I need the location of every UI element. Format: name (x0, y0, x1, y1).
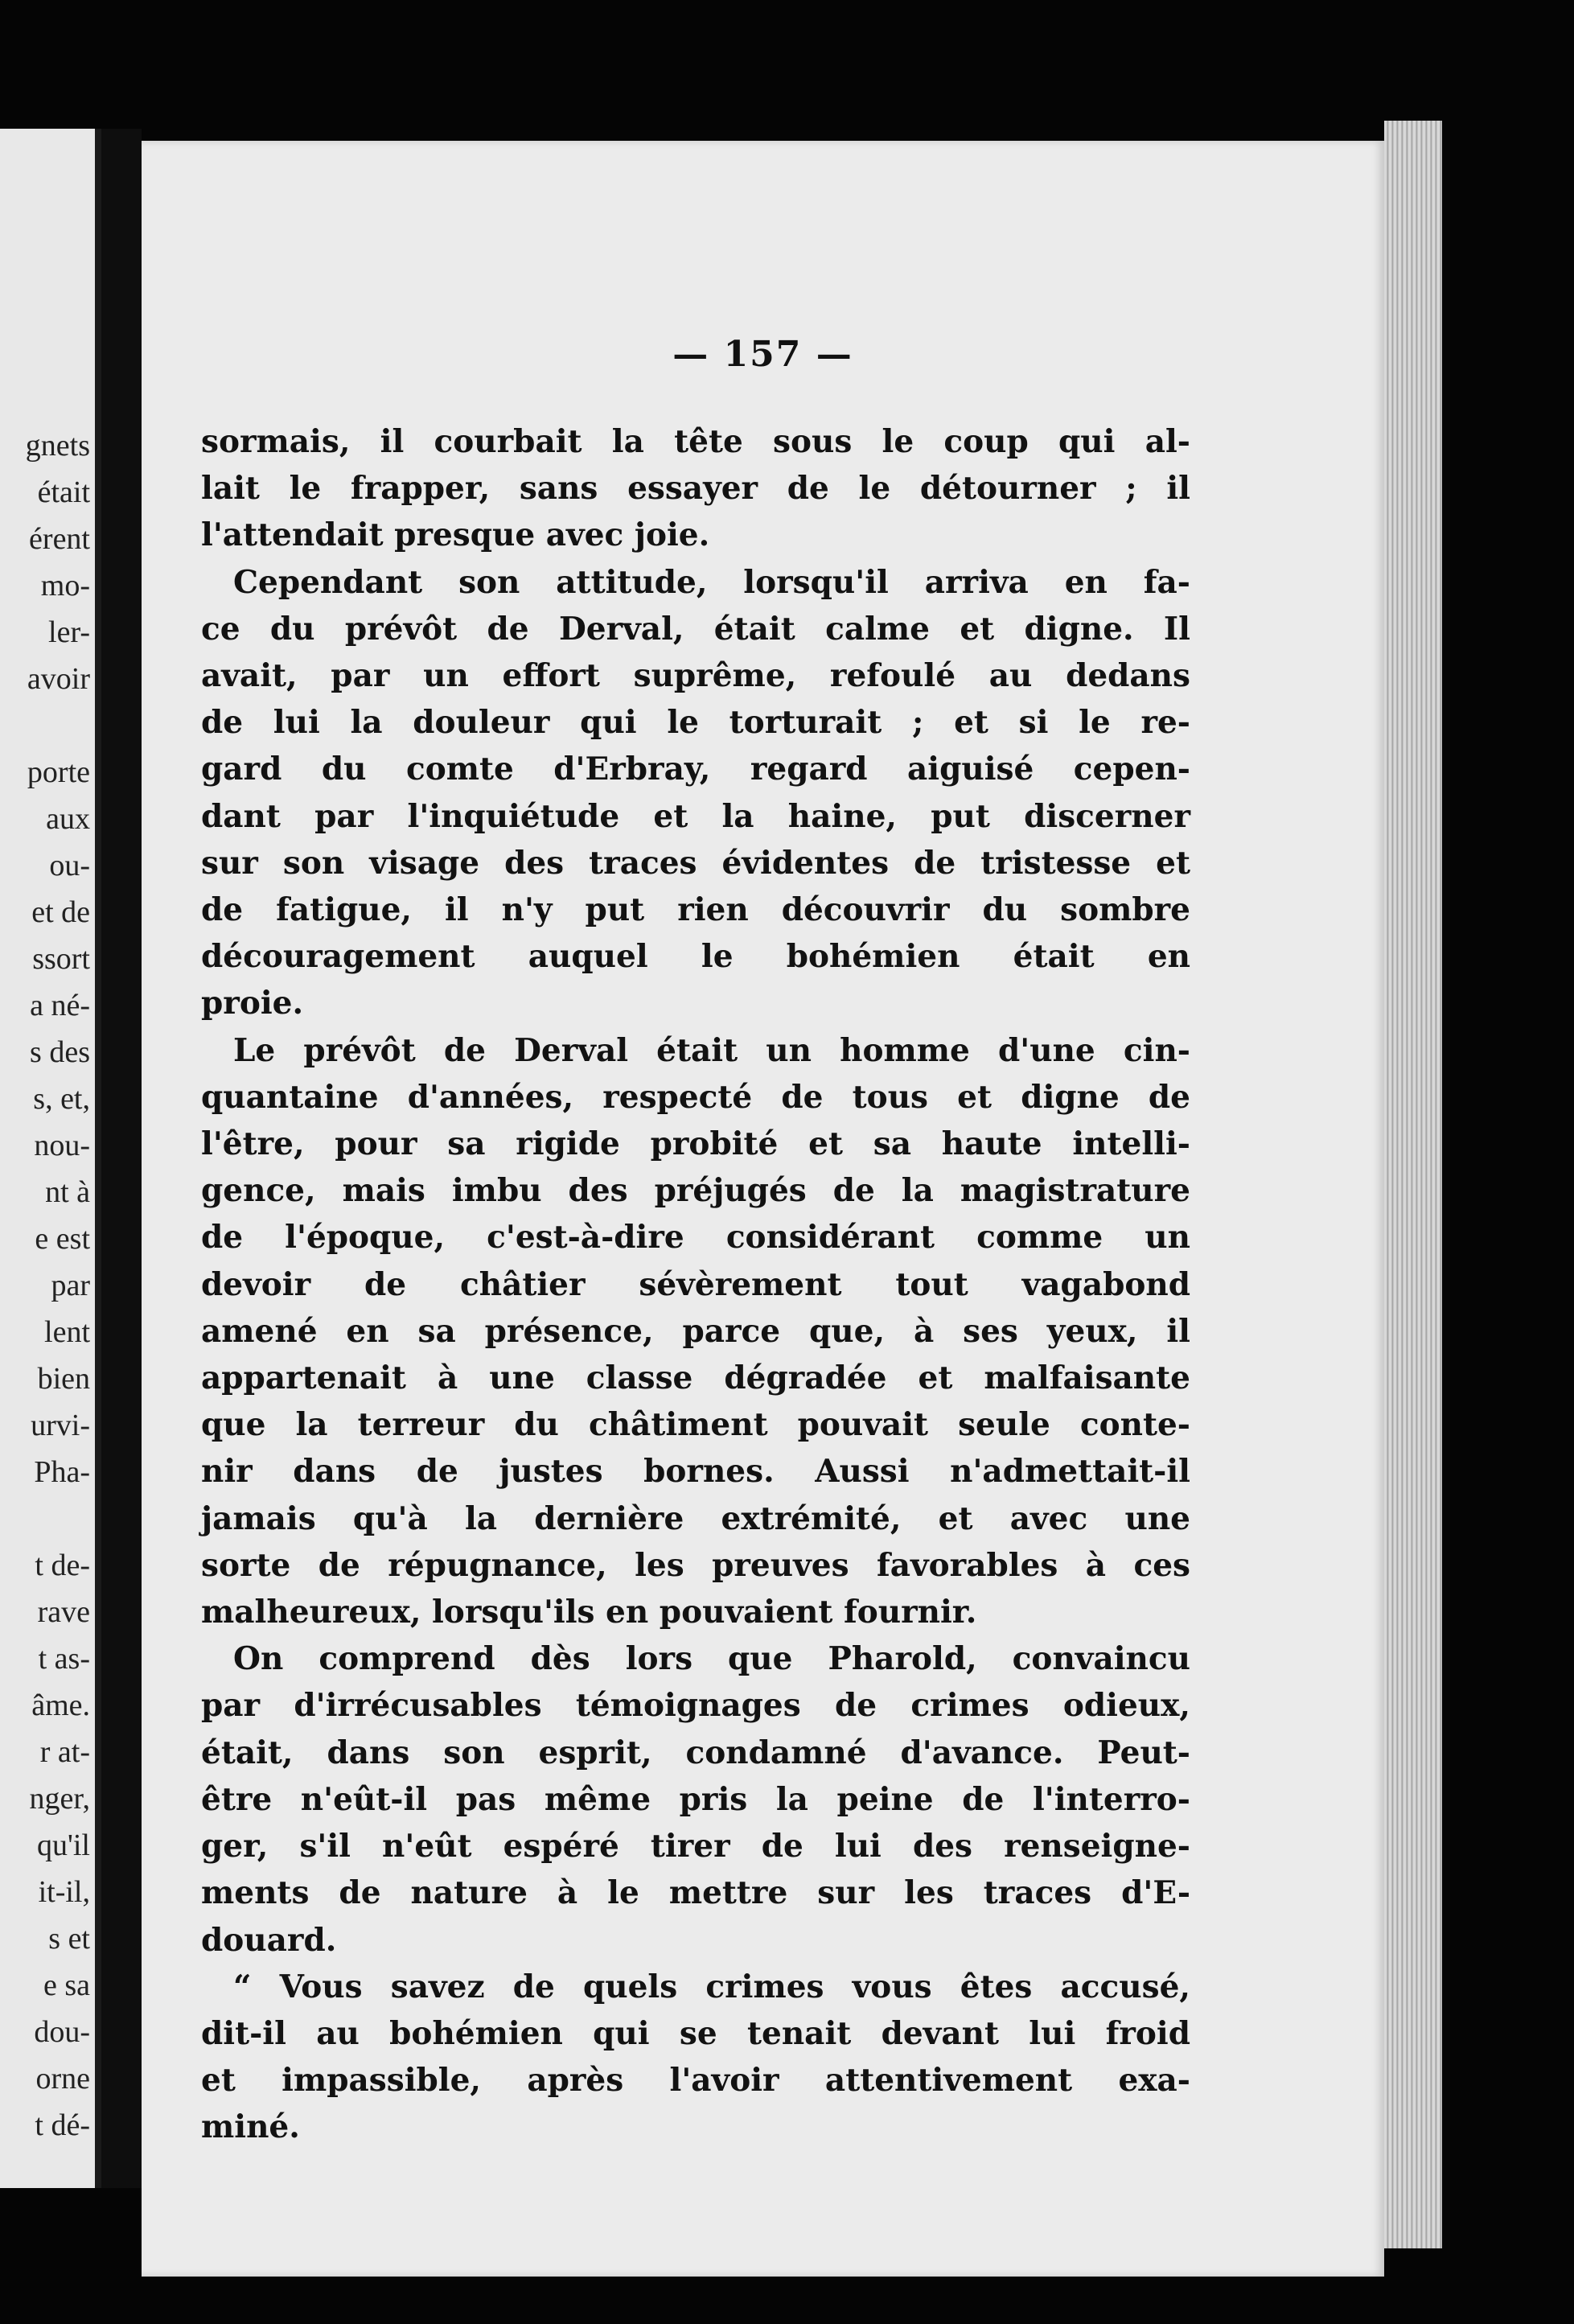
text-line: proie. (201, 985, 304, 1022)
text-line: de l'époque, c'est-à-dire considérant comme un (201, 1219, 1190, 1257)
left-page-fragment (26, 702, 90, 749)
text-line: découragement auquel le bohémien était en (201, 938, 1190, 976)
text-line: être n'eût-il pas même pris la peine de l'interro- (201, 1780, 1190, 1818)
left-page-fragment: e sa (43, 1968, 90, 2002)
text-line: par d'irrécusables témoignages de crimes odieux, (201, 1687, 1190, 1725)
text-line: de fatigue, il n'y put rien découvrir du sombre (201, 891, 1190, 929)
text-line: ce du prévôt de Derval, était calme et digne. Il (201, 610, 1190, 648)
left-page-fragment: âme. (31, 1688, 90, 1722)
left-page-fragment: gnets (25, 429, 90, 463)
text-line: dant par l'inquiétude et la haine, put discerner (201, 797, 1190, 835)
left-page-fragment: par (51, 1269, 90, 1302)
text-line: appartenait à une classe dégradée et malfaisante (201, 1359, 1190, 1397)
left-page-fragment: ssort (32, 942, 90, 976)
text-line: jamais qu'à la dernière extrémité, et avec une (201, 1499, 1190, 1537)
text-line: amené en sa présence, parce que, à ses yeux, il (201, 1312, 1190, 1350)
text-line: gard du comte d'Erbray, regard aiguisé cepen- (201, 751, 1190, 788)
text-line: de lui la douleur qui le torturait ; et si le re- (201, 704, 1190, 742)
left-page-fragment: lent (44, 1315, 90, 1349)
left-page-fragment: avoir (27, 662, 90, 696)
text-line: était, dans son esprit, condamné d'avance. Peut- (201, 1734, 1190, 1771)
text-line: Le prévôt de Derval était un homme d'une cin- (233, 1031, 1190, 1069)
left-page-fragment: it-il, (38, 1875, 90, 1909)
left-page-fragment: r at- (39, 1735, 90, 1769)
left-page-fragment: orne (35, 2062, 90, 2096)
left-page-fragment: s des (30, 1035, 90, 1069)
left-page-fragment: nt à (45, 1175, 90, 1209)
left-page-fragment: nger, (29, 1782, 90, 1816)
left-page-line-fragments (26, 422, 90, 2149)
text-line: sormais, il courbait la tête sous le coup qui al- (201, 423, 1190, 460)
text-line: lait le frapper, sans essayer de le détourner ; il (201, 470, 1190, 508)
text-line: et impassible, après l'avoir attentivement exa- (201, 2062, 1190, 2100)
page-body-text (201, 418, 1190, 2151)
left-page-fragment: e est (35, 1222, 90, 1256)
text-line: “ Vous savez de quels crimes vous êtes accusé, (233, 1968, 1190, 2005)
text-line: que la terreur du châtiment pouvait seule conte- (201, 1406, 1190, 1444)
left-page-fragment: dou- (34, 2015, 90, 2049)
left-page-fragment: nou- (34, 1129, 90, 1162)
text-line: douard. (201, 1921, 337, 1959)
left-page-fragment: aux (46, 802, 90, 836)
text-line: gence, mais imbu des préjugés de la magistrature (201, 1172, 1190, 1210)
left-page-fragment: s, et, (33, 1082, 90, 1116)
left-page-fragment: bien (37, 1362, 90, 1396)
left-page-fragment: qu'il (37, 1828, 90, 1862)
left-page-fragment: a né- (30, 989, 90, 1022)
left-facing-page (0, 129, 101, 2188)
left-page-fragment: mo- (40, 569, 90, 603)
text-line: malheureux, lorsqu'ils en pouvaient fournir. (201, 1594, 977, 1631)
left-page-fragment: ler- (48, 615, 90, 649)
text-line: nir dans de justes bornes. Aussi n'admettait-il (201, 1453, 1190, 1491)
left-page-fragment: érent (29, 522, 90, 556)
text-line: ments de nature à le mettre sur les traces d'E- (201, 1874, 1190, 1912)
left-page-fragment: t as- (38, 1642, 90, 1676)
left-page-fragment: ou- (49, 849, 90, 882)
left-page-fragment: urvi- (31, 1409, 90, 1442)
left-page-fragment: Pha- (34, 1455, 90, 1489)
left-page-fragment: était (37, 475, 90, 509)
left-page-fragment: rave (37, 1595, 90, 1629)
text-line: l'être, pour sa rigide probité et sa haute intelli- (201, 1125, 1190, 1163)
text-line: miné. (201, 2108, 300, 2146)
text-line: devoir de châtier sévèrement tout vagabond (201, 1265, 1190, 1303)
text-line: l'attendait presque avec joie. (201, 516, 710, 554)
text-line: Cependant son attitude, lorsqu'il arriva en fa- (233, 563, 1190, 601)
text-line: sur son visage des traces évidentes de tristesse et (201, 844, 1190, 882)
left-page-fragment: t de- (35, 1549, 90, 1582)
left-page-fragment: s et (48, 1922, 90, 1956)
book-gutter (101, 129, 142, 2188)
left-page-fragment: et de (31, 895, 90, 929)
page-edges (1384, 121, 1442, 2248)
left-page-fragment: porte (27, 755, 90, 789)
left-page-fragment (26, 1495, 90, 1542)
text-line: On comprend dès lors que Pharold, convaincu (233, 1640, 1190, 1678)
text-line: sorte de répugnance, les preuves favorables à ces (201, 1546, 1190, 1584)
text-line: dit-il au bohémien qui se tenait devant lui froid (201, 2014, 1190, 2052)
page-number: — 157 — (672, 334, 853, 375)
text-line: avait, par un effort suprême, refoulé au dedans (201, 657, 1190, 695)
text-line: quantaine d'années, respecté de tous et digne de (201, 1078, 1190, 1116)
text-line: ger, s'il n'eût espéré tirer de lui des renseigne- (201, 1828, 1190, 1865)
left-page-fragment: t dé- (35, 2108, 90, 2142)
